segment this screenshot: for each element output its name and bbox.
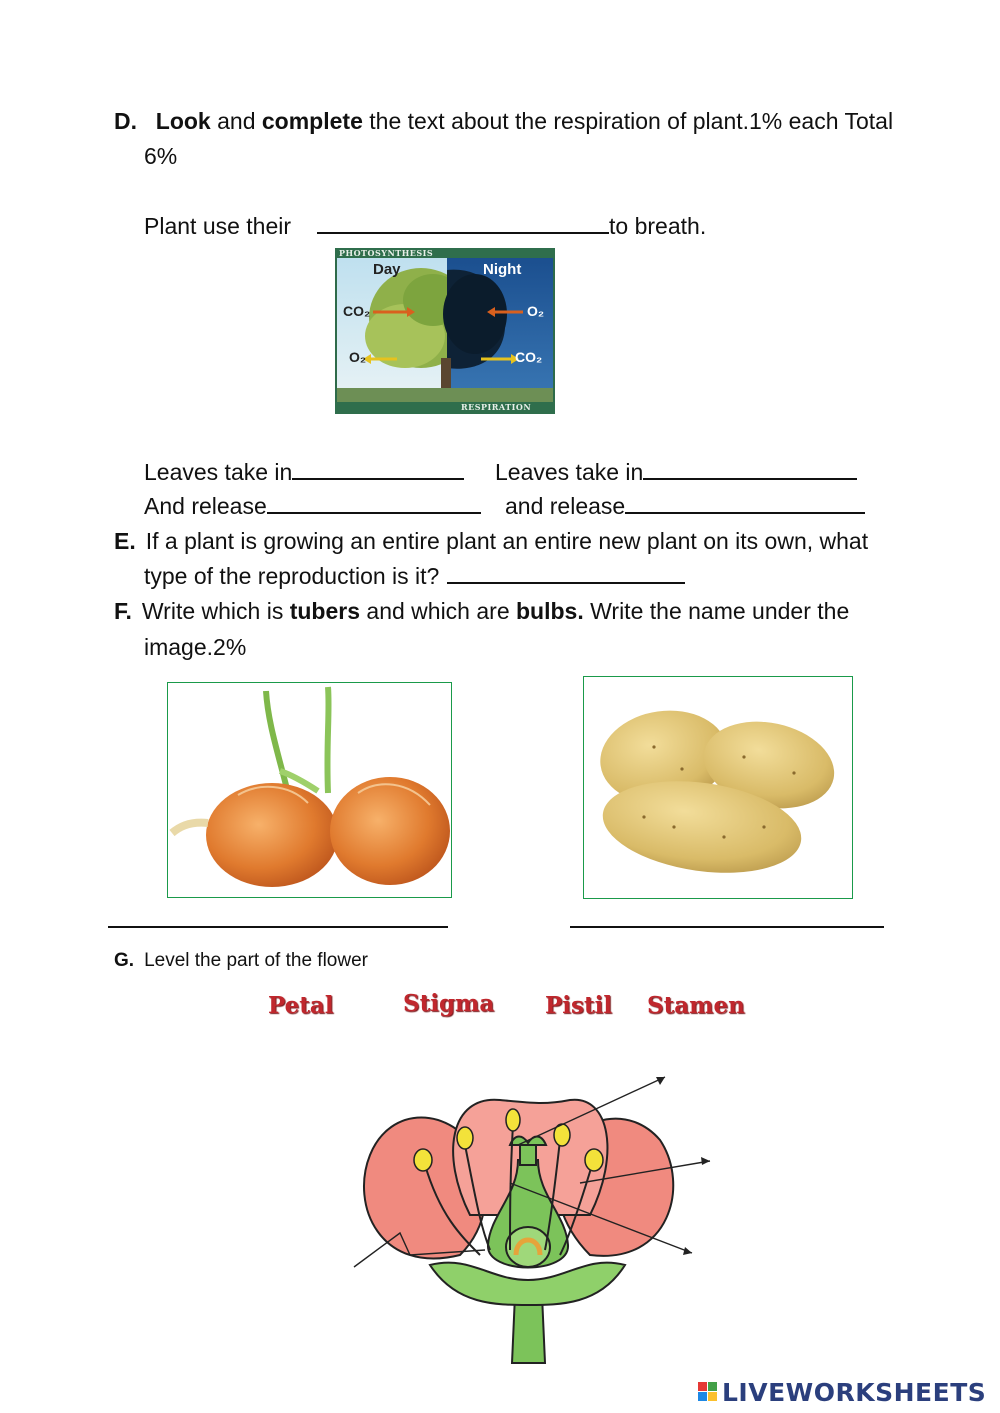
breath-organ-blank[interactable] [317, 210, 609, 234]
question-e-text: If a plant is growing an entire plant an entire new plant on its own, what [145, 528, 869, 554]
liveworksheets-logo [698, 1378, 994, 1408]
question-f-line1 [114, 594, 849, 628]
question-e-text2: type of the reproduction is it? [144, 563, 440, 589]
question-d-line2: 6% [144, 143, 178, 169]
plant-use-post: to breath. [609, 213, 707, 239]
question-e-line2 [144, 559, 685, 593]
image-header: PHOTOSYNTHESIS [339, 248, 434, 258]
complete-word: complete [261, 108, 363, 134]
night-label: Night [483, 261, 522, 278]
tubers-word: tubers [289, 598, 361, 624]
day-take-in-blank[interactable] [292, 456, 464, 480]
question-letter: E. [114, 528, 136, 554]
night-take-in-blank[interactable] [643, 456, 857, 480]
photosynthesis-image [335, 248, 555, 414]
question-letter: F. [114, 598, 132, 624]
onion-image [167, 682, 452, 898]
question-d-text: the text about the respiration of plant.1% each Total [362, 108, 894, 134]
logo-grid-icon [698, 1382, 718, 1402]
night-release-blank[interactable] [625, 490, 865, 514]
text-fragment: and [210, 108, 262, 134]
label-stigma[interactable]: Stigma [403, 990, 495, 1017]
question-letter: G. [114, 950, 135, 971]
day-release-blank[interactable] [267, 490, 481, 514]
look-word: Look [155, 108, 211, 134]
leaves-take-in-day [144, 455, 464, 489]
o2-left: O₂ [349, 349, 367, 365]
question-f-line2: image.2% [144, 634, 247, 660]
and-release-label: And release [144, 493, 267, 519]
image-footer: RESPIRATION [461, 402, 532, 412]
leaves-take-in-night [495, 455, 857, 489]
brand-text: LIVEWORKSHEETS [722, 1378, 987, 1407]
onion-name-blank[interactable] [108, 926, 448, 928]
day-label: Day [373, 261, 401, 278]
question-e-line1 [114, 524, 868, 558]
label-pistil[interactable]: Pistil [545, 992, 613, 1019]
and-release-label: and release [505, 493, 626, 519]
question-g-text: Level the part of the flower [144, 950, 368, 971]
co2-right: CO₂ [515, 349, 543, 365]
release-day [144, 489, 481, 523]
label-stamen[interactable]: Stamen [647, 992, 745, 1019]
release-night [505, 489, 865, 523]
potato-image [583, 676, 853, 899]
question-d-line1 [114, 104, 893, 138]
potato-name-blank[interactable] [570, 926, 884, 928]
text-fragment: Write the name under the [583, 598, 850, 624]
text-fragment: Write which is [141, 598, 290, 624]
o2-right: O₂ [527, 303, 545, 319]
leaves-take-in-label: Leaves take in [495, 459, 644, 485]
co2-left: CO₂ [343, 303, 371, 319]
plant-use-pre: Plant use their [144, 213, 292, 239]
label-petal[interactable]: Petal [268, 992, 334, 1019]
bulbs-word: bulbs. [516, 598, 584, 624]
question-g [114, 948, 368, 974]
reproduction-type-blank[interactable] [447, 560, 685, 584]
plant-use-sentence [144, 209, 706, 243]
leaves-take-in-label: Leaves take in [144, 459, 293, 485]
question-letter: D. [114, 108, 137, 134]
text-fragment: and which are [360, 598, 516, 624]
flower-diagram [340, 1065, 730, 1365]
